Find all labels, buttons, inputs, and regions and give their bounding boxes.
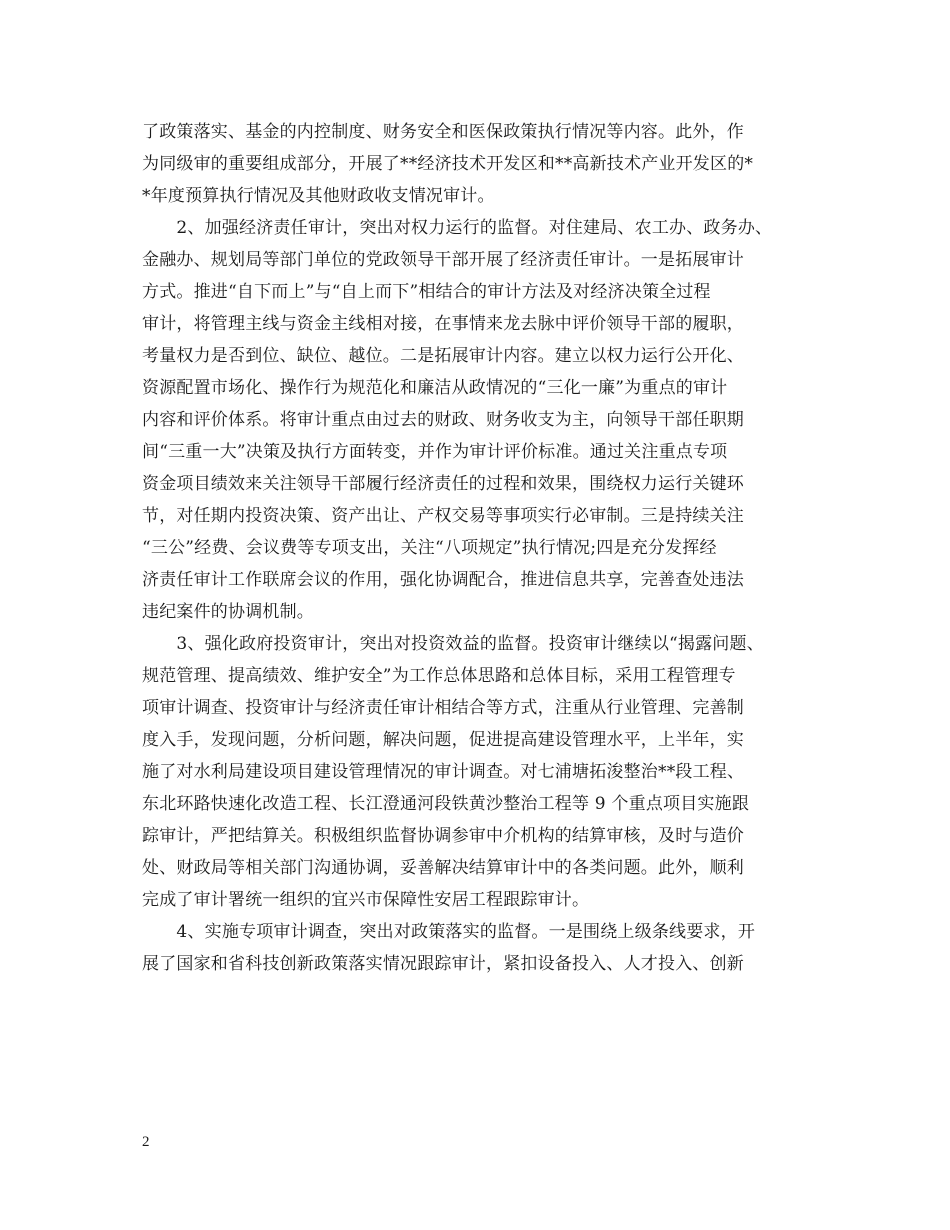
text-line-18: 规范管理、提高绩效、维护安全”为工作总体思路和总体目标，采用工程管理专 — [142, 666, 736, 686]
text-line-24: 处、财政局等相关部门沟通协调，妥善解决结算审计中的各类问题。此外，顺利 — [142, 858, 744, 878]
text-line-11: 间“三重一大”决策及执行方面转变，并作为审计评价标准。通过关注重点专项 — [142, 442, 728, 462]
text-line-6: 方式。推进“自下而上”与“自上而下”相结合的审计方法及对经济决策全过程 — [142, 282, 711, 302]
text-line-15: 济责任审计工作联席会议的作用，强化协调配合，推进信息共享，完善查处违法 — [142, 570, 744, 590]
text-line-25: 完成了审计署统一组织的宜兴市保障性安居工程跟踪审计。 — [142, 890, 590, 910]
text-line-23: 踪审计，严把结算关。积极组织监督协调参审中介机构的结算审核，及时与造价 — [142, 826, 744, 846]
text-line-20: 度入手，发现问题，分析问题，解决问题，促进提高建设管理水平，上半年，实 — [142, 730, 744, 750]
text-line-1: 了政策落实、基金的内控制度、财务安全和医保政策执行情况等内容。此外，作 — [142, 122, 744, 142]
text-line-2: 为同级审的重要组成部分，开展了**经济技术开发区和**高新技术产业开发区的* — [142, 154, 754, 174]
body-text — [142, 116, 822, 980]
text-line-22: 东北环路快速化改造工程、长江澄通河段铁黄沙整治工程等 9 个重点项目实施跟 — [142, 794, 750, 814]
text-line-7: 审计，将管理主线与资金主线相对接，在事情来龙去脉中评价领导干部的履职， — [142, 314, 744, 334]
text-line-8: 考量权力是否到位、缺位、越位。二是拓展审计内容。建立以权力运行公开化、 — [142, 346, 744, 366]
text-line-3: *年度预算执行情况及其他财政收支情况审计。 — [142, 186, 495, 206]
text-line-19: 项审计调查、投资审计与经济责任审计相结合等方式，注重从行业管理、完善制 — [142, 698, 744, 718]
text-line-14: “三公”经费、会议费等专项支出，关注“八项规定”执行情况;四是充分发挥经 — [142, 538, 717, 558]
text-line-9: 资源配置市场化、操作行为规范化和廉洁从政情况的“三化一廉”为重点的审计 — [142, 378, 728, 398]
text-line-5: 金融办、规划局等部门单位的党政领导干部开展了经济责任审计。一是拓展审计 — [142, 250, 744, 270]
text-line-13: 节，对任期内投资决策、资产出让、产权交易等事项实行必审制。三是持续关注 — [142, 506, 744, 526]
text-line-27: 展了国家和省科技创新政策落实情况跟踪审计，紧扣设备投入、人才投入、创新 — [142, 954, 744, 974]
text-line-4: 2、加强经济责任审计，突出对权力运行的监督。对住建局、农工办、政务办、 — [142, 218, 773, 238]
text-line-12: 资金项目绩效来关注领导干部履行经济责任的过程和效果，围绕权力运行关键环 — [142, 474, 744, 494]
text-line-16: 违纪案件的协调机制。 — [142, 602, 314, 622]
text-line-17: 3、强化政府投资审计，突出对投资效益的监督。投资审计继续以“揭露问题、 — [142, 634, 764, 654]
text-line-21: 施了对水利局建设项目建设管理情况的审计调查。对七浦塘拓浚整治**段工程、 — [142, 762, 745, 782]
text-line-10: 内容和评价体系。将审计重点由过去的财政、财务收支为主，向领导干部任职期 — [142, 410, 744, 430]
text-line-26: 4、实施专项审计调查，突出对政策落实的监督。一是围绕上级条线要求，开 — [142, 922, 756, 942]
page-number: 2 — [142, 1134, 150, 1150]
